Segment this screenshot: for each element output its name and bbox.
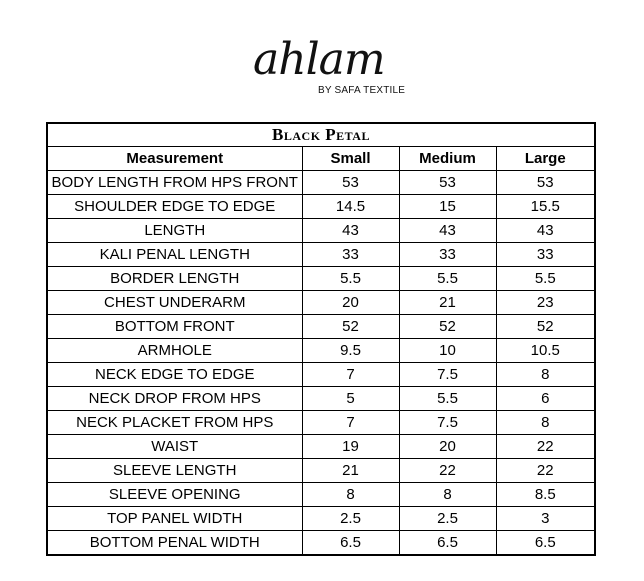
logo-byline: BY SAFA TEXTILE — [318, 85, 406, 96]
cell-measurement: KALI PENAL LENGTH — [47, 243, 302, 267]
table-row — [47, 315, 595, 339]
cell-medium: 22 — [399, 459, 496, 483]
table-row — [47, 387, 595, 411]
cell-large: 53 — [496, 171, 595, 195]
table-row — [47, 411, 595, 435]
table-row — [47, 363, 595, 387]
cell-medium: 5.5 — [399, 267, 496, 291]
table-row — [47, 435, 595, 459]
table-row — [47, 483, 595, 507]
cell-small: 53 — [302, 171, 399, 195]
cell-large: 5.5 — [496, 267, 595, 291]
cell-measurement: TOP PANEL WIDTH — [47, 507, 302, 531]
cell-medium: 2.5 — [399, 507, 496, 531]
header-large: Large — [496, 147, 595, 171]
cell-medium: 20 — [399, 435, 496, 459]
cell-small: 14.5 — [302, 195, 399, 219]
cell-measurement: SLEEVE OPENING — [47, 483, 302, 507]
table-row — [47, 219, 595, 243]
table-title-row — [47, 123, 595, 147]
cell-small: 19 — [302, 435, 399, 459]
cell-large: 15.5 — [496, 195, 595, 219]
cell-measurement: SHOULDER EDGE TO EDGE — [47, 195, 302, 219]
cell-measurement: CHEST UNDERARM — [47, 291, 302, 315]
cell-small: 2.5 — [302, 507, 399, 531]
table-header-row — [47, 147, 595, 171]
table-row — [47, 459, 595, 483]
table-title: Black Petal — [47, 123, 595, 147]
cell-large: 8 — [496, 363, 595, 387]
cell-measurement: NECK DROP FROM HPS — [47, 387, 302, 411]
cell-small: 20 — [302, 291, 399, 315]
cell-large: 52 — [496, 315, 595, 339]
cell-small: 21 — [302, 459, 399, 483]
cell-small: 43 — [302, 219, 399, 243]
cell-medium: 7.5 — [399, 363, 496, 387]
cell-small: 7 — [302, 411, 399, 435]
cell-medium: 5.5 — [399, 387, 496, 411]
cell-large: 8 — [496, 411, 595, 435]
cell-large: 23 — [496, 291, 595, 315]
cell-large: 6 — [496, 387, 595, 411]
cell-medium: 6.5 — [399, 531, 496, 556]
cell-medium: 53 — [399, 171, 496, 195]
cell-measurement: ARMHOLE — [47, 339, 302, 363]
cell-measurement: BODY LENGTH FROM HPS FRONT — [47, 171, 302, 195]
cell-medium: 52 — [399, 315, 496, 339]
cell-medium: 43 — [399, 219, 496, 243]
cell-large: 22 — [496, 435, 595, 459]
cell-large: 43 — [496, 219, 595, 243]
cell-medium: 7.5 — [399, 411, 496, 435]
cell-measurement: SLEEVE LENGTH — [47, 459, 302, 483]
cell-large: 33 — [496, 243, 595, 267]
cell-measurement: BORDER LENGTH — [47, 267, 302, 291]
cell-measurement: WAIST — [47, 435, 302, 459]
cell-small: 7 — [302, 363, 399, 387]
cell-measurement: NECK PLACKET FROM HPS — [47, 411, 302, 435]
table-row — [47, 531, 595, 556]
header-measurement: Measurement — [47, 147, 302, 171]
cell-medium: 21 — [399, 291, 496, 315]
cell-small: 33 — [302, 243, 399, 267]
cell-medium: 33 — [399, 243, 496, 267]
cell-large: 6.5 — [496, 531, 595, 556]
cell-small: 6.5 — [302, 531, 399, 556]
table-row — [47, 507, 595, 531]
header-medium: Medium — [399, 147, 496, 171]
size-chart-table — [46, 122, 596, 556]
cell-small: 5.5 — [302, 267, 399, 291]
cell-large: 22 — [496, 459, 595, 483]
table-row — [47, 267, 595, 291]
cell-small: 9.5 — [302, 339, 399, 363]
cell-small: 5 — [302, 387, 399, 411]
cell-large: 3 — [496, 507, 595, 531]
cell-medium: 8 — [399, 483, 496, 507]
table-row — [47, 171, 595, 195]
cell-measurement: BOTTOM FRONT — [47, 315, 302, 339]
table-row — [47, 243, 595, 267]
brand-logo — [0, 0, 644, 110]
table-row — [47, 291, 595, 315]
cell-measurement: LENGTH — [47, 219, 302, 243]
cell-large: 10.5 — [496, 339, 595, 363]
cell-large: 8.5 — [496, 483, 595, 507]
cell-small: 8 — [302, 483, 399, 507]
cell-small: 52 — [302, 315, 399, 339]
cell-medium: 15 — [399, 195, 496, 219]
cell-medium: 10 — [399, 339, 496, 363]
header-small: Small — [302, 147, 399, 171]
cell-measurement: BOTTOM PENAL WIDTH — [47, 531, 302, 556]
logo-wordmark: ahlam — [253, 34, 385, 85]
table-row — [47, 195, 595, 219]
cell-measurement: NECK EDGE TO EDGE — [47, 363, 302, 387]
table-row — [47, 339, 595, 363]
